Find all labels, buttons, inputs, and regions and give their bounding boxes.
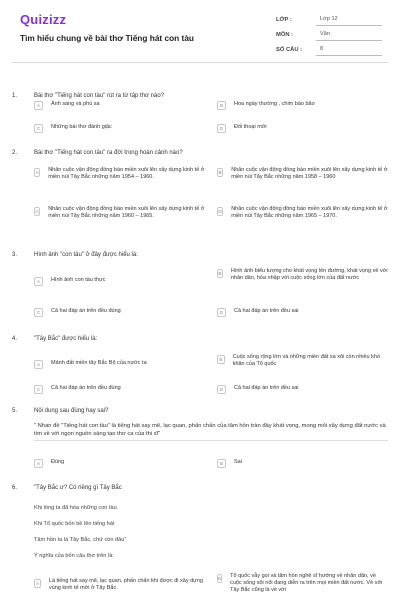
option-text: Cả hai đáp án trên đều đúng [51, 308, 121, 314]
option-letter: D [218, 209, 222, 214]
option-b[interactable] [217, 167, 389, 181]
option-text: Nhân cuộc vận động đồng bào miền xuôi lên xây dựng kinh tế ở miền núi Tây Bắc những năm 1965 – 1970. [231, 206, 388, 219]
option-letter: D [217, 308, 226, 317]
meta-value: Văn [316, 29, 382, 41]
option-letter: D [217, 385, 226, 394]
option-letter: A [34, 277, 43, 286]
question-text: "Tây Bắc ư? Có riêng gì Tây Bắc [34, 485, 122, 491]
poem-line: Khi Tổ quốc bốn bề lên tiếng hát [34, 521, 115, 527]
option-text: Nhân cuộc vận động đồng bào miền xuôi lên xây dựng kinh tế ở miền núi Tây Bắc những năm 1960 – 1965. [48, 206, 205, 219]
option-letter: B [218, 576, 222, 581]
option-letter: B [217, 355, 225, 364]
option-a[interactable] [34, 359, 204, 369]
question-3 [12, 252, 388, 258]
quiz-title: Tìm hiểu chung về bài thơ Tiếng hát con tàu [20, 33, 194, 43]
meta-row-subject [276, 27, 382, 42]
option-text: Ánh sáng và phù sa [51, 101, 100, 107]
meta-label: SỐ CÂU : [276, 46, 303, 53]
option-letter: A [34, 459, 43, 468]
meta-row-count [276, 42, 382, 57]
quizizz-logo: Quizizz [20, 12, 67, 27]
option-text: Đối thoại mới [234, 124, 267, 130]
option-letter: C [35, 209, 39, 214]
question-number: 4. [12, 336, 18, 342]
option-letter: B [217, 101, 226, 110]
option-letter: A [34, 360, 43, 369]
question-text: "Tây Bắc" được hiểu là: [34, 336, 98, 342]
option-text: Sai [234, 459, 242, 465]
option-letter: A [35, 170, 39, 175]
option-c[interactable] [34, 123, 204, 133]
option-letter: B [217, 459, 226, 468]
option-c[interactable] [34, 206, 206, 220]
meta-label: LỚP : [276, 16, 292, 23]
option-text: Nhân cuộc vận động đồng bào miền xuôi lên xây dựng kinh tế ở miền núi Tây Bắc những năm 1958 – 1960 [231, 167, 388, 180]
option-text: Cả hai đáp án trên đều đúng [51, 385, 121, 391]
question-prompt: Ý nghĩa của bốn câu thơ trên là: [34, 553, 114, 559]
question-text: Nội dung sau đúng hay sai? [34, 408, 109, 414]
option-d[interactable] [217, 206, 389, 220]
meta-row-class [276, 12, 382, 27]
meta-panel [276, 12, 382, 57]
option-text: Cả hai đáp án trên đều sai [234, 308, 299, 314]
option-d[interactable] [217, 123, 387, 133]
question-6 [12, 485, 388, 491]
option-text: Tổ quốc vẫy gọi và tâm hồn nghệ sĩ hướng về nhân dân, về cuộc sống sôi nổi đang diễn ra trên mọi miền đất nước. Về với Tây Bắc cũng là về với [230, 573, 383, 593]
option-d[interactable] [217, 384, 387, 394]
question-2 [12, 150, 388, 156]
option-text: Mảnh đất miền tây Bắc Bộ của nước ta [51, 360, 147, 366]
option-letter: C [34, 385, 43, 394]
question-1 [12, 93, 388, 99]
meta-value: Lớp 12 [316, 14, 382, 26]
option-a[interactable] [34, 458, 204, 468]
option-c[interactable] [34, 307, 204, 317]
option-b[interactable] [217, 458, 387, 468]
question-text: Bài thơ "Tiếng hát con tàu" rút ra từ tập thơ nào? [34, 93, 164, 99]
option-text: Những bài thơ đánh giặc [51, 124, 112, 130]
option-letter: B [218, 271, 222, 276]
question-number: 6. [12, 485, 18, 491]
option-text: Hình ảnh con tàu thực [51, 277, 106, 283]
option-a[interactable] [34, 100, 204, 110]
option-text: Nhân cuộc vận động đồng bào miền xuôi lên xây dựng kinh tế ở miền núi Tây Bắc những năm 1954 – 1960. [48, 167, 205, 180]
option-a[interactable] [34, 578, 206, 592]
option-a[interactable] [34, 167, 206, 181]
option-letter: A [34, 101, 43, 110]
question-number: 1. [12, 93, 18, 99]
question-number: 5. [12, 408, 18, 414]
poem-line: Khi lòng ta đã hóa những con tàu [34, 505, 117, 511]
option-text: Cả hai đáp án trên đều sai [234, 385, 299, 391]
option-text: Hình ảnh biểu tượng cho khát vọng lên đường, khát vọng về với nhân dân, hòa nhập với cuộc sống lớn của đất nước [230, 268, 388, 281]
question-number: 3. [12, 252, 18, 258]
question-text: Bài thơ "Tiếng hát con tàu" ra đời trong hoàn cảnh nào? [34, 150, 183, 156]
option-a[interactable] [34, 276, 204, 286]
option-d[interactable] [217, 307, 387, 317]
meta-label: MÔN : [276, 31, 294, 38]
option-text: Hoa ngày thường , chim báo bão [234, 101, 315, 107]
option-b[interactable] [217, 573, 389, 594]
question-number: 2. [12, 150, 18, 156]
question-5 [12, 408, 388, 441]
option-text: Cuộc sống rộng lớn và những miền đất xa xôi còn nhiều khó khăn của Tổ quốc [232, 354, 381, 367]
option-b[interactable] [217, 354, 389, 368]
option-b[interactable] [217, 268, 389, 282]
worksheet-header [12, 0, 388, 63]
question-4 [12, 336, 388, 342]
option-letter: C [34, 308, 43, 317]
poem-line: Tâm hồn ta là Tây Bắc, chứ còn đâu" [34, 537, 127, 543]
option-letter: B [218, 170, 222, 175]
option-text: Là tiếng hát say mê, lạc quan, phấn chấn khi được đi xây dựng vùng kinh tế mới ở Tây Bắc. [48, 578, 203, 591]
question-text: Hình ảnh "con tàu" ở đây được hiểu là: [34, 252, 138, 258]
option-c[interactable] [34, 384, 204, 394]
meta-value: 8 [316, 44, 382, 56]
option-letter: D [217, 124, 226, 133]
option-letter: C [34, 124, 43, 133]
option-letter: A [35, 581, 39, 586]
option-text: Đúng [51, 459, 65, 465]
option-b[interactable] [217, 100, 387, 110]
question-statement: " Nhan đề "Tiếng hát con tàu" là tiếng hát say mê, lạc quan, phấn chấn của tâm hồn tràn đầy khát vọng, mong mỏi xây dựng đất nước và tìm về với ngọn nguồn sáng tạo thơ ca của thi sĩ" [34, 422, 388, 441]
